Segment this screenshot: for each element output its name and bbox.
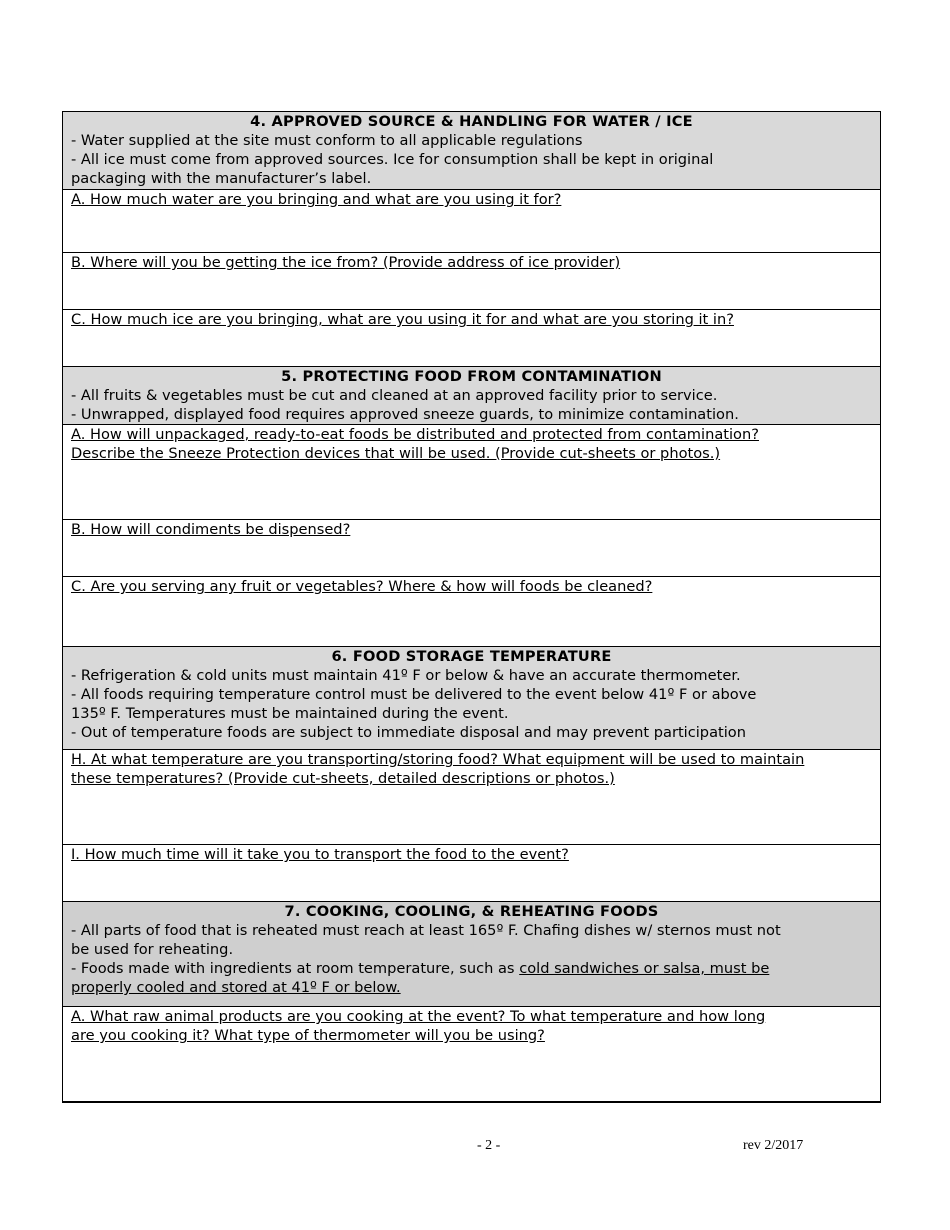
requirement-text: be used for reheating. <box>71 941 234 958</box>
answer-field-4a[interactable] <box>63 189 880 252</box>
answer-field-6i[interactable] <box>63 844 880 901</box>
question-label: I. How much time will it take you to transport the food to the event? <box>71 846 569 863</box>
section-title: 7. COOKING, COOLING, & REHEATING FOODS <box>284 903 659 920</box>
question-label: these temperatures? (Provide cut-sheets, detailed descriptions or photos.) <box>71 770 615 787</box>
requirement-text: - Refrigeration & cold units must maintain 41º F or below & have an accurate thermometer. <box>71 667 741 684</box>
question-label: are you cooking it? What type of thermometer will you be using? <box>71 1027 545 1044</box>
requirement-text: - Out of temperature foods are subject to immediate disposal and may prevent participation <box>71 724 746 741</box>
answer-field-4b[interactable] <box>63 252 880 309</box>
requirement-text: - Unwrapped, displayed food requires approved sneeze guards, to minimize contamination. <box>71 406 739 423</box>
requirement-text: - All ice must come from approved sources. Ice for consumption shall be kept in original <box>71 151 714 168</box>
answer-field-6h[interactable] <box>63 749 880 844</box>
question-label: H. At what temperature are you transporting/storing food? What equipment will be used to maintain <box>71 751 805 768</box>
question-label: A. How much water are you bringing and what are you using it for? <box>71 191 562 208</box>
food-safety-form <box>62 111 881 1103</box>
question-label: B. How will condiments be dispensed? <box>71 521 351 538</box>
answer-field-5b[interactable] <box>63 519 880 576</box>
requirement-text: - Water supplied at the site must conform to all applicable regulations <box>71 132 583 149</box>
requirement-text: - Foods made with ingredients at room temperature, such as cold sandwiches or salsa, must be <box>71 960 770 977</box>
answer-field-7a[interactable] <box>63 1006 880 1101</box>
section-4-header <box>63 112 880 189</box>
question-label: A. How will unpackaged, ready-to-eat foods be distributed and protected from contamination? <box>71 426 759 443</box>
requirement-text: - All fruits & vegetables must be cut and cleaned at an approved facility prior to service. <box>71 387 718 404</box>
page-number: - 2 - <box>477 1138 501 1153</box>
section-7-header <box>63 901 880 1006</box>
question-label: C. Are you serving any fruit or vegetables? Where & how will foods be cleaned? <box>71 578 653 595</box>
underlined-requirement: cold sandwiches or salsa, must be <box>519 960 770 977</box>
question-label: Describe the Sneeze Protection devices that will be used. (Provide cut-sheets or photos.) <box>71 445 721 462</box>
section-title: 6. FOOD STORAGE TEMPERATURE <box>331 648 612 665</box>
section-5-header <box>63 366 880 424</box>
section-title: 5. PROTECTING FOOD FROM CONTAMINATION <box>281 368 662 385</box>
question-label: A. What raw animal products are you cooking at the event? To what temperature and how long <box>71 1008 766 1025</box>
question-label: B. Where will you be getting the ice from? (Provide address of ice provider) <box>71 254 621 271</box>
revision-label: rev 2/2017 <box>743 1138 804 1153</box>
answer-field-5c[interactable] <box>63 576 880 646</box>
question-label: C. How much ice are you bringing, what are you using it for and what are you storing it in? <box>71 311 734 328</box>
section-6-header <box>63 646 880 749</box>
requirement-text: 135º F. Temperatures must be maintained during the event. <box>71 705 509 722</box>
requirement-text: - All foods requiring temperature control must be delivered to the event below 41º F or above <box>71 686 757 703</box>
answer-field-5a[interactable] <box>63 424 880 519</box>
requirement-text: - All parts of food that is reheated must reach at least 165º F. Chafing dishes w/ sternos must not <box>71 922 781 939</box>
requirement-text: packaging with the manufacturer’s label. <box>71 170 372 187</box>
section-title: 4. APPROVED SOURCE & HANDLING FOR WATER / ICE <box>250 113 693 130</box>
underlined-requirement: properly cooled and stored at 41º F or below. <box>71 979 401 996</box>
answer-field-4c[interactable] <box>63 309 880 366</box>
